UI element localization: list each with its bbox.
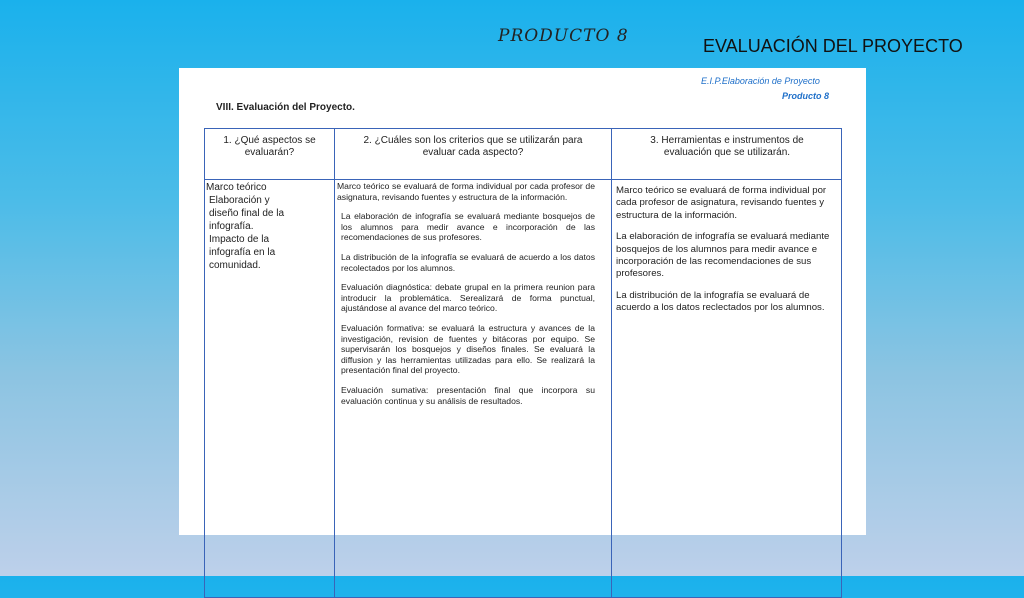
column-header-criteria: 2. ¿Cuáles son los criterios que se utilizarán para evaluar cada aspecto? xyxy=(363,135,583,158)
aspect-line: Marco teórico xyxy=(206,182,267,193)
aspect-line: infografía. xyxy=(209,221,254,232)
aspect-line: diseño final de la xyxy=(209,208,285,219)
criteria-paragraph: Evaluación sumativa: presentación final que incorpora su evaluación continua y su análisis de resultados. xyxy=(341,384,595,406)
evaluation-table xyxy=(204,128,842,598)
tools-cell xyxy=(616,185,831,324)
column-divider xyxy=(611,129,612,597)
column-header-aspects: 1. ¿Qué aspectos se evaluarán? xyxy=(223,135,316,158)
criteria-cell xyxy=(337,181,595,415)
aspect-line: Elaboración y xyxy=(209,195,270,206)
aspects-cell xyxy=(206,181,331,272)
header-divider xyxy=(205,179,841,180)
column-divider xyxy=(334,129,335,597)
aspect-line: infografía en la xyxy=(209,247,276,258)
document-page xyxy=(179,68,866,535)
slide-title-producto: PRODUCTO 8 xyxy=(498,26,629,46)
criteria-paragraph: Evaluación diagnóstica: debate grupal en la primera reunion para introducir la problemática. Serealizará de forma punctual, ajustándose al avance del marco teórico. xyxy=(341,282,595,314)
tools-paragraph: Marco teórico se evaluará de forma individual por cada profesor de asignatura, revisando fuentes y estructura de la información. xyxy=(616,185,827,221)
section-title: VIII. Evaluación del Proyecto. xyxy=(216,102,355,113)
tools-paragraph: La distribución de la infografía se evaluará de acuerdo a los datos reclectados por los alumnos. xyxy=(616,289,825,314)
aspect-line: Impacto de la xyxy=(209,234,270,245)
criteria-paragraph: La elaboración de infografía se evaluará mediante bosquejos de los alumnos para medir avance e incorporación de las recomendaciones de sus profesores. xyxy=(341,211,595,243)
criteria-paragraph: La distribución de la infografía se evaluará de acuerdo a los datos recolectados por los alumnos. xyxy=(341,251,595,273)
criteria-paragraph: Evaluación formativa: se evaluará la estructura y avances de la investigación, revision de fuentes y bitácoras por equipo. Se supervisarán los bosquejos y diseños finales. Se evaluará la diffusion y las herramientas utilizadas para ello. Se realizará la presentación final del proyecto. xyxy=(341,322,595,376)
column-header-tools: 3. Herramientas e instrumentos de evaluación que se utilizarán. xyxy=(650,135,804,158)
criteria-paragraph: Marco teórico se evaluará de forma individual por cada profesor de asignatura, revisando fuentes y estructura de la información. xyxy=(337,181,595,202)
document-header-product: Producto 8 xyxy=(782,91,830,101)
slide-title-evaluacion: EVALUACIÓN DEL PROYECTO xyxy=(703,36,963,56)
document-header-project: E.I.P.Elaboración de Proyecto xyxy=(701,76,820,86)
aspect-line: comunidad. xyxy=(209,260,261,271)
tools-paragraph: La elaboración de infografía se evaluará mediante bosquejos de los alumnos para medir avance e incorporación de las recomendaciones de sus profesores. xyxy=(616,231,830,280)
